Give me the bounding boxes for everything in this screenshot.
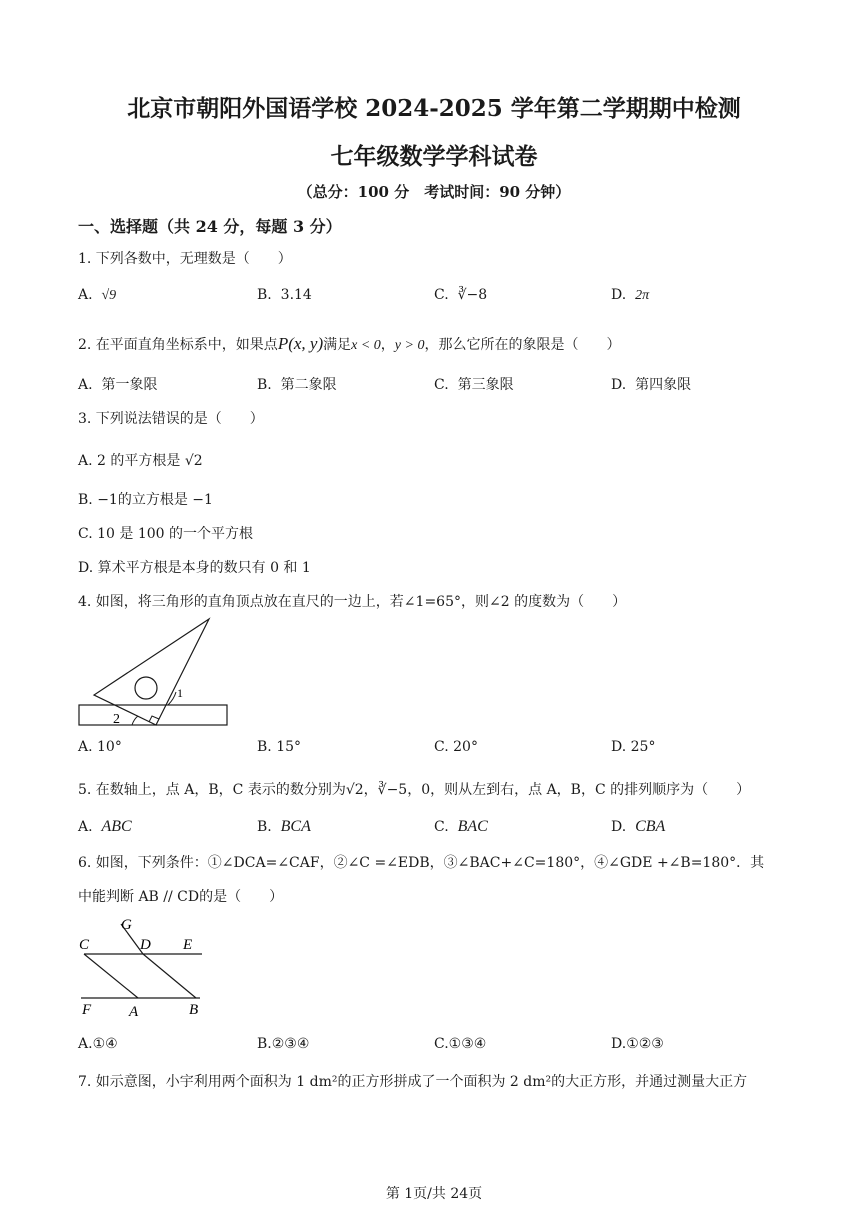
parallel-lines-figure	[76, 912, 206, 1022]
exam-subject-title: 七年级数学学科试卷	[330, 143, 538, 170]
angle-1-label: 1	[177, 686, 183, 700]
q4-option-b: B. 15°	[257, 739, 302, 755]
ruler-shape	[79, 705, 227, 725]
q3-option-a: A. 2 的平方根是 √2	[78, 453, 203, 469]
point-f-label: F	[82, 1002, 92, 1018]
q1-option-a: A. √9	[78, 287, 117, 303]
q5-option-d: D. CBA	[611, 818, 666, 835]
exam-title: 北京市朝阳外国语学校 2024-2025 学年第二学期期中检测	[127, 95, 741, 122]
q4-option-d: D. 25°	[611, 739, 656, 755]
q3-option-c: C. 10 是 100 的一个平方根	[78, 526, 253, 542]
point-d-label: D	[140, 937, 151, 953]
q4-option-c: C. 20°	[434, 739, 478, 755]
point-c-label: C	[79, 937, 90, 953]
q6-option-a: A.①④	[78, 1036, 118, 1052]
q6-option-c: C.①③④	[434, 1036, 487, 1052]
question-7-line-1: 7. 如示意图，小宇利用两个面积为 1 dm²的正方形拼成了一个面积为 2 dm²的大正方形，并通过测量大正方	[78, 1074, 748, 1090]
q5-option-c: C. BAC	[434, 818, 488, 835]
triangle-shape	[94, 619, 209, 725]
exam-info: （总分：100 分 考试时间：90 分钟）	[297, 183, 571, 201]
q5-option-b: B. BCA	[257, 818, 311, 835]
q2-option-d: D. 第四象限	[611, 377, 692, 393]
q5-option-a: A. ABC	[78, 818, 132, 835]
triangle-ruler-figure	[76, 615, 234, 730]
line-db	[143, 954, 196, 998]
point-g-label: G	[121, 917, 132, 933]
q6-option-b: B.②③④	[257, 1036, 310, 1052]
question-4-stem: 4. 如图，将三角形的直角顶点放在直尺的一边上，若∠1=65°，则∠2 的度数为（ ）	[78, 594, 627, 610]
line-ca	[84, 954, 138, 998]
question-5-stem: 5. 在数轴上，点 A，B，C 表示的数分别为√2，∛−5，0，则从左到右，点 A，B，C 的排列顺序为（ ）	[78, 782, 751, 798]
q2-option-a: A. 第一象限	[78, 377, 158, 393]
triangle-hole-circle	[135, 677, 157, 699]
question-6-line-2: 中能判断 AB // CD的是（ ）	[78, 889, 284, 905]
point-a-label: A	[129, 1004, 139, 1020]
q3-option-b: B. −1的立方根是 −1	[78, 492, 213, 508]
point-b-label: B	[189, 1002, 199, 1018]
question-1-stem: 1. 下列各数中，无理数是（ ）	[78, 251, 292, 267]
section-heading-choice: 一、选择题（共 24 分，每题 3 分）	[78, 217, 342, 236]
angle-2-label: 2	[113, 712, 120, 727]
question-3-stem: 3. 下列说法错误的是（ ）	[78, 411, 264, 427]
q2-option-b: B. 第二象限	[257, 377, 337, 393]
q1-option-b: B. 3.14	[257, 287, 312, 303]
q6-option-d: D.①②③	[611, 1036, 664, 1052]
question-6-line-1: 6. 如图，下列条件：①∠DCA=∠CAF，②∠C =∠EDB，③∠BAC+∠C=180°，④∠GDE +∠B=180°．其	[78, 855, 765, 871]
page-number: 第 1页/共 24页	[385, 1186, 483, 1202]
point-e-label: E	[183, 937, 193, 953]
q1-option-c: C. ∛−8	[434, 287, 488, 303]
q3-option-d: D. 算术平方根是本身的数只有 0 和 1	[78, 560, 311, 576]
angle-2-arc	[132, 716, 138, 725]
q2-option-c: C. 第三象限	[434, 377, 514, 393]
question-2-stem: 2. 在平面直角坐标系中，如果点P(x, y)满足x < 0，y > 0，那么它所在的象限是（ ）	[78, 334, 621, 353]
q4-option-a: A. 10°	[78, 739, 122, 755]
q1-option-d: D. 2π	[611, 287, 650, 303]
